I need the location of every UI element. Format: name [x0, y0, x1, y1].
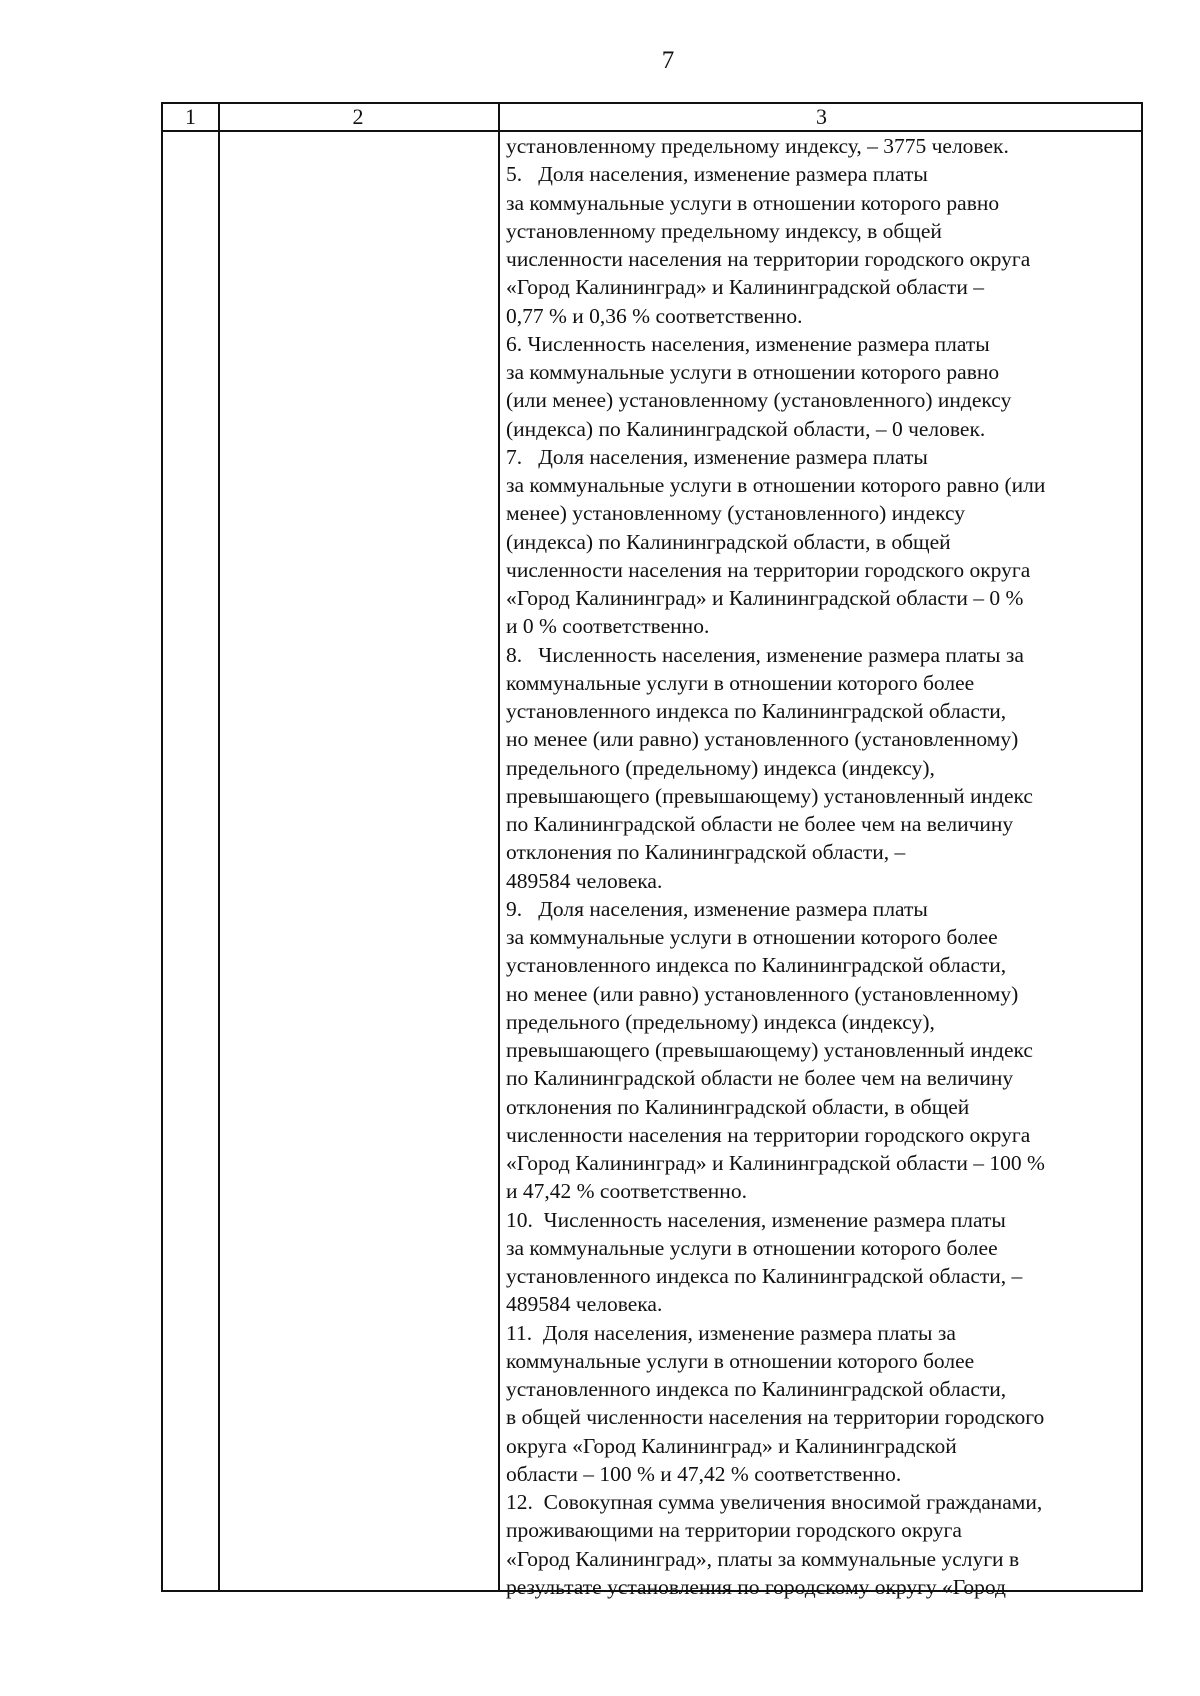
text-line: установленного индекса по Калининградской области, – [506, 1264, 1023, 1288]
text-line: «Город Калининград» и Калининградской области – 100 % [506, 1151, 1045, 1175]
column-header-3: 3 [816, 104, 827, 129]
text-line: менее) установленному (установленного) индексу [506, 501, 966, 526]
text-line: численности населения на территории городского округа [506, 247, 1031, 271]
text-line: (индекса) по Калининградской области, – 0 человек. [506, 416, 986, 441]
text-line: 8. Численность населения, изменение размера платы за [506, 642, 1024, 667]
text-line: 5. Доля населения, изменение размера платы [506, 162, 928, 187]
document-table [161, 102, 1143, 1599]
text-line: численности населения на территории городского округа [506, 1122, 1031, 1147]
column-header-1: 1 [185, 104, 196, 129]
text-line: 12. Совокупная сумма увеличения вносимой гражданами, [506, 1490, 1043, 1514]
text-line: установленного индекса по Калининградской области, [506, 953, 1007, 978]
text-line: и 0 % соответственно. [506, 614, 710, 639]
text-line: предельного (предельному) индекса (индексу), [506, 755, 935, 780]
text-line: установленному предельному индексу, – 3775 человек. [506, 134, 1009, 158]
text-line: «Город Калининград» и Калининградской области – [506, 275, 984, 300]
text-line: установленному предельному индексу, в общей [506, 218, 942, 243]
text-line: но менее (или равно) установленного (установленному) [506, 727, 1019, 752]
text-line: по Калининградской области не более чем на величину [506, 1066, 1014, 1091]
text-line: численности населения на территории городского округа [506, 557, 1031, 582]
column-divider [218, 104, 220, 1590]
text-line: (индекса) по Калининградской области, в общей [506, 529, 951, 554]
page-number: 7 [661, 47, 675, 74]
text-line: за коммунальные услуги в отношении которого равно (или [506, 473, 1046, 497]
column-header-2: 2 [352, 104, 364, 129]
text-line: но менее (или равно) установленного (установленному) [506, 981, 1019, 1006]
text-line: по Калининградской области не более чем на величину [506, 812, 1014, 836]
text-line: и 47,42 % соответственно. [506, 1179, 747, 1204]
text-line: превышающего (превышающему) установленный индекс [506, 1038, 1033, 1062]
text-line: 10. Численность населения, изменение размера платы [506, 1207, 1006, 1232]
text-line: 0,77 % и 0,36 % соответственно. [506, 303, 803, 328]
text-line: за коммунальные услуги в отношении которого более [506, 925, 998, 949]
text-line: «Город Калининград», платы за коммунальные услуги в [506, 1546, 1020, 1571]
text-line: проживающими на территории городского округа [506, 1518, 962, 1543]
text-line: «Город Калининград» и Калининградской области – 0 % [506, 586, 1024, 610]
text-line: в общей численности населения на территории городского [506, 1405, 1045, 1430]
column-3-text [506, 132, 1142, 1601]
text-line: отклонения по Калининградской области, – [506, 840, 906, 865]
text-line: коммунальные услуги в отношении которого более [506, 1348, 975, 1373]
text-line: установленного индекса по Калининградской области, [506, 1377, 1007, 1401]
text-line: установленного индекса по Калининградской области, [506, 699, 1007, 723]
text-line: (или менее) установленному (установленного) индексу [506, 388, 1012, 413]
text-line: 11. Доля населения, изменение размера платы за [506, 1320, 956, 1345]
text-line: результате установления по городскому округу «Город [506, 1574, 1006, 1599]
text-line: за коммунальные услуги в отношении которого более [506, 1235, 998, 1260]
text-line: 489584 человека. [506, 1292, 663, 1317]
text-line: коммунальные услуги в отношении которого более [506, 670, 975, 695]
text-line: предельного (предельному) индекса (индексу), [506, 1009, 935, 1034]
text-line: за коммунальные услуги в отношении которого равно [506, 360, 1000, 384]
text-line: 7. Доля населения, изменение размера платы [506, 444, 928, 469]
text-line: отклонения по Калининградской области, в общей [506, 1094, 970, 1119]
text-line: превышающего (превышающему) установленный индекс [506, 783, 1033, 808]
text-line: области – 100 % и 47,42 % соответственно. [506, 1461, 902, 1486]
text-line: 489584 человека. [506, 868, 663, 893]
text-line: за коммунальные услуги в отношении которого равно [506, 190, 1000, 215]
text-line: 9. Доля населения, изменение размера платы [506, 896, 928, 921]
column-divider [498, 104, 500, 1590]
text-line: округа «Город Калининград» и Калининградской [506, 1433, 957, 1458]
text-line: 6. Численность населения, изменение размера платы [506, 331, 990, 356]
